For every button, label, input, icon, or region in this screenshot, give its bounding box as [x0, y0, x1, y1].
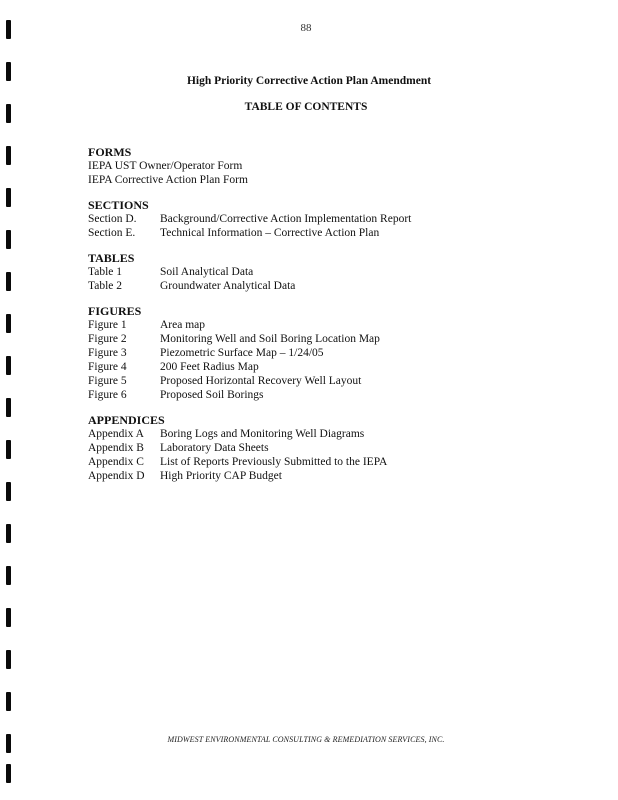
entry-label: Figure 6: [88, 389, 127, 401]
entry-title: Boring Logs and Monitoring Well Diagrams: [160, 428, 365, 440]
toc-entry: [88, 318, 548, 332]
toc-entry: [88, 346, 548, 360]
entry-label: Figure 3: [88, 347, 127, 359]
binding-hole-mark: [6, 440, 11, 459]
binding-hole-mark: [6, 188, 11, 207]
toc-title: TABLE OF CONTENTS: [244, 101, 368, 113]
entry-label: Section D.: [88, 213, 137, 225]
entry-label: Appendix B: [88, 442, 144, 454]
toc-entry: [88, 212, 548, 226]
entry-title: Groundwater Analytical Data: [160, 280, 296, 292]
binding-hole-mark: [6, 230, 11, 249]
binding-hole-mark: [6, 62, 11, 81]
forms-section: [88, 145, 548, 187]
entry-title: Background/Corrective Action Implementation Report: [160, 213, 412, 225]
section-heading: TABLES: [88, 251, 135, 265]
section-heading: SECTIONS: [88, 198, 149, 212]
entry-title: Area map: [160, 319, 206, 331]
document-title: High Priority Corrective Action Plan Amendment: [186, 75, 432, 87]
toc-entry: [88, 455, 548, 469]
section-heading: FORMS: [88, 145, 132, 159]
section-heading: APPENDICES: [88, 413, 165, 427]
tables-section: [88, 251, 548, 293]
appendices-section: [88, 413, 548, 483]
entry-label: Figure 2: [88, 333, 127, 345]
toc-entry: [88, 159, 548, 173]
binding-hole-mark: [6, 314, 11, 333]
entry-label: Figure 4: [88, 361, 127, 373]
binding-hole-mark: [6, 20, 11, 39]
binding-hole-mark: [6, 398, 11, 417]
binding-hole-mark: [6, 356, 11, 375]
figures-section: [88, 304, 548, 402]
binding-hole-mark: [6, 272, 11, 291]
entry-title: IEPA UST Owner/Operator Form: [88, 160, 243, 172]
entry-title: Monitoring Well and Soil Boring Location Map: [160, 333, 380, 345]
binding-hole-mark: [6, 764, 11, 783]
toc-entry: [88, 388, 548, 402]
toc-entry: [88, 279, 548, 293]
entry-title: Soil Analytical Data: [160, 266, 254, 278]
binding-hole-mark: [6, 104, 11, 123]
binding-hole-mark: [6, 692, 11, 711]
entry-label: Appendix C: [88, 456, 144, 468]
binding-hole-mark: [6, 608, 11, 627]
toc-entry: [88, 469, 548, 483]
entry-label: Section E.: [88, 227, 136, 239]
entry-title: Proposed Horizontal Recovery Well Layout: [160, 375, 362, 387]
page-number: 88: [300, 22, 312, 34]
toc-entry: [88, 441, 548, 455]
toc-entry: [88, 265, 548, 279]
entry-title: Piezometric Surface Map – 1/24/05: [160, 347, 324, 359]
entry-title: High Priority CAP Budget: [160, 470, 282, 482]
binding-hole-mark: [6, 524, 11, 543]
entry-title: Laboratory Data Sheets: [160, 442, 269, 454]
toc-entry: [88, 332, 548, 346]
entry-label: Table 1: [88, 266, 123, 278]
binding-hole-mark: [6, 482, 11, 501]
toc-entry: [88, 226, 548, 240]
entry-title: Proposed Soil Borings: [160, 389, 264, 401]
binding-hole-mark: [6, 146, 11, 165]
binding-hole-mark: [6, 734, 11, 753]
toc-entry: [88, 173, 548, 187]
binding-hole-mark: [6, 566, 11, 585]
entry-label: Figure 1: [88, 319, 127, 331]
entry-title: Technical Information – Corrective Action Plan: [160, 227, 380, 239]
entry-label: Table 2: [88, 280, 123, 292]
section-heading: FIGURES: [88, 304, 142, 318]
entry-label: Appendix D: [88, 470, 145, 482]
toc-entry: [88, 427, 548, 441]
toc-entry: [88, 374, 548, 388]
entry-title: IEPA Corrective Action Plan Form: [88, 174, 248, 186]
entry-label: Figure 5: [88, 375, 127, 387]
entry-label: Appendix A: [88, 428, 144, 440]
table-of-contents: [88, 145, 548, 494]
company-footer: MIDWEST ENVIRONMENTAL CONSULTING & REMEDIATION SERVICES, INC.: [167, 735, 445, 744]
sections-section: [88, 198, 548, 240]
toc-entry: [88, 360, 548, 374]
binding-hole-mark: [6, 650, 11, 669]
entry-title: 200 Feet Radius Map: [160, 361, 259, 373]
entry-title: List of Reports Previously Submitted to the IEPA: [160, 456, 388, 468]
